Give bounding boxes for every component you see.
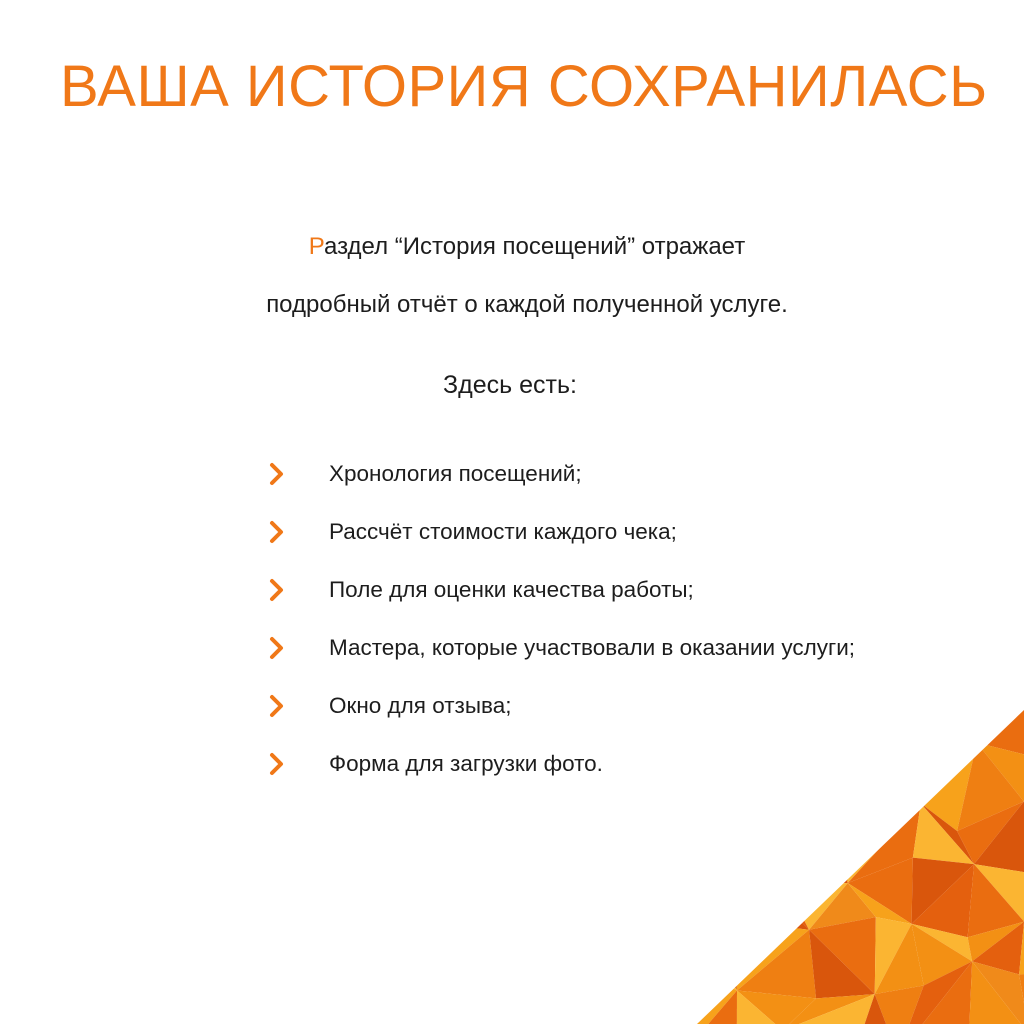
list-item	[262, 619, 855, 677]
intro-line-2: подробный отчёт о каждой полученной услуге.	[266, 291, 788, 318]
intro-first-letter: Р	[308, 233, 324, 260]
features-list	[262, 445, 855, 793]
feature-text: Поле для оценки качества работы;	[329, 577, 694, 602]
list-item	[262, 735, 855, 793]
chevron-right-icon	[262, 749, 292, 779]
intro-line-1: аздел “История посещений” отражает	[324, 233, 746, 260]
chevron-right-icon	[262, 517, 292, 547]
feature-text: Мастера, которые участвовали в оказании услуги;	[329, 635, 856, 660]
feature-text: Окно для отзыва;	[329, 693, 512, 718]
intro-text	[0, 218, 1024, 334]
feature-text: Форма для загрузки фото.	[329, 751, 603, 776]
chevron-right-icon	[262, 633, 292, 663]
chevron-right-icon	[262, 459, 292, 489]
features-heading: Здесь есть:	[443, 371, 577, 399]
page-title: ВАША ИСТОРИЯ СОХРАНИЛАСЬ	[60, 54, 988, 119]
feature-text: Хронология посещений;	[329, 461, 582, 486]
list-item	[262, 677, 855, 735]
feature-text: Рассчёт стоимости каждого чека;	[329, 519, 677, 544]
chevron-right-icon	[262, 691, 292, 721]
chevron-right-icon	[262, 575, 292, 605]
list-item	[262, 503, 855, 561]
list-item	[262, 561, 855, 619]
list-item	[262, 445, 855, 503]
